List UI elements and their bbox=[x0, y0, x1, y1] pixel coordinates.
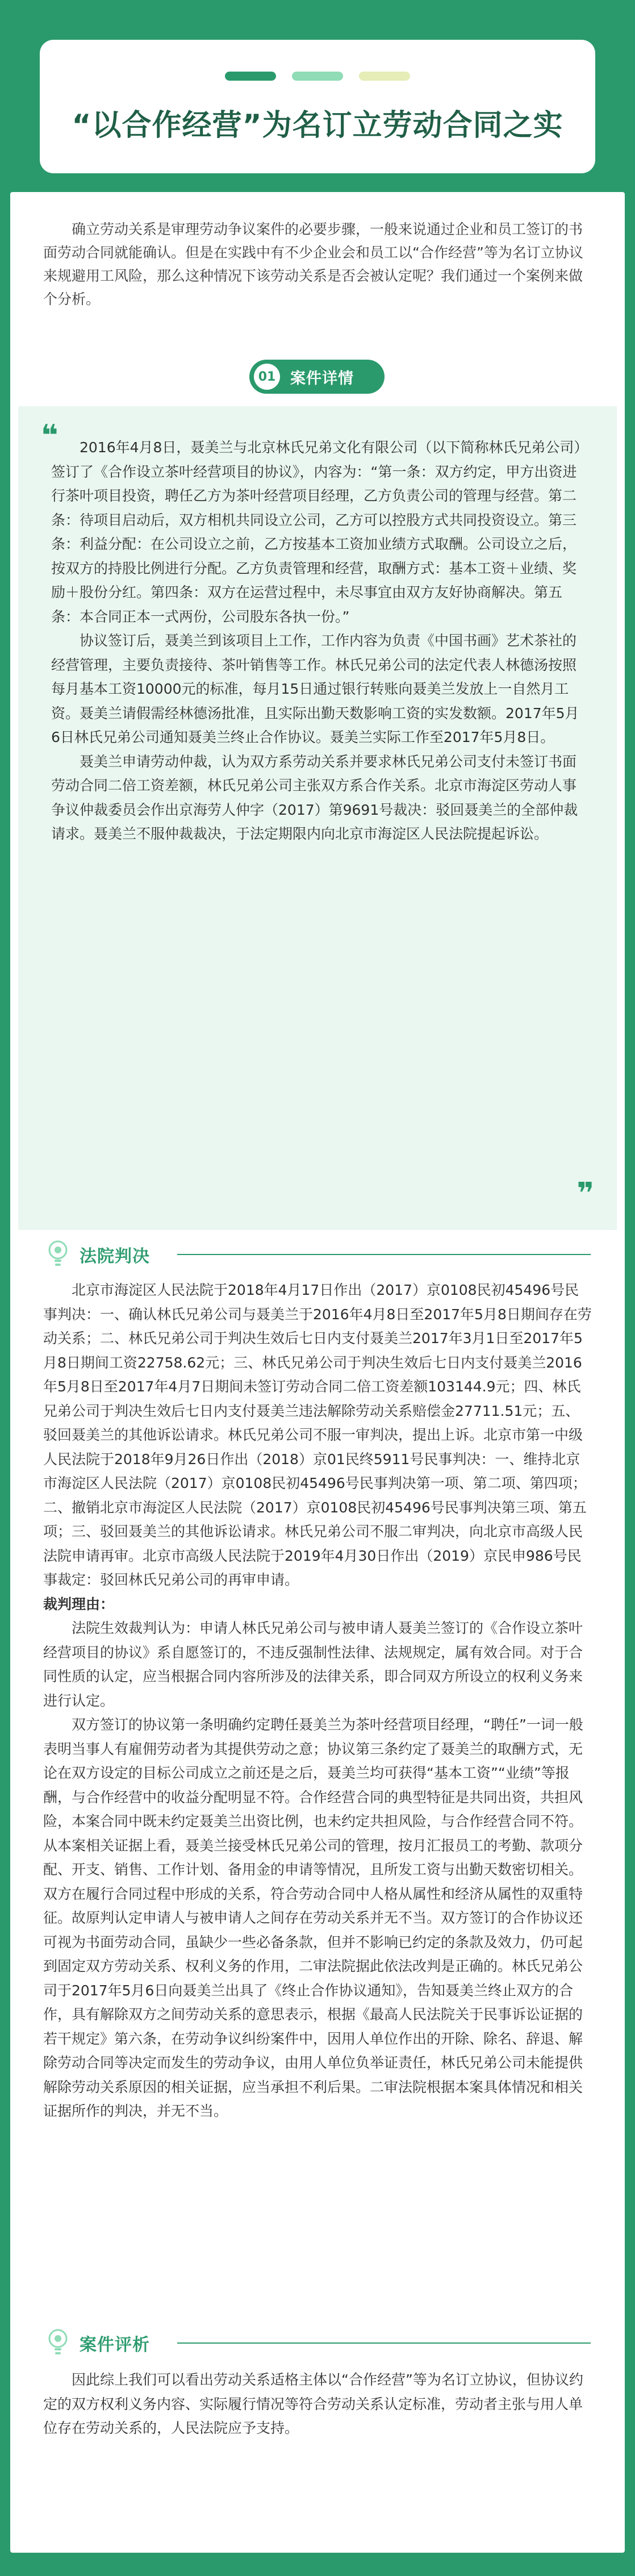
section-number-badge: 01 bbox=[254, 364, 280, 390]
case-paragraph: 2016年4月8日，聂美兰与北京林氏兄弟文化有限公司（以下简称林氏兄弟公司）签订了《合作设立茶叶经营项目的协议》，内容为：“第一条：双方约定，甲方出资进行茶叶项目投资，聘任乙方为茶叶经营项目经理，乙方负责公司的管理与经营。第二条：待项目启动后，双方相机共同设立公司，乙方可以控股方式共同投资设立。第三条：利益分配：在公司设立之前，乙方按基本工资加业绩方式取酬。公司设立之后，按双方的持股比例进行分配。乙方负责管理和经营，取酬方式：基本工资＋业绩、奖励＋股份分红。第四条：双方在运营过程中，未尽事宜由双方友好协商解决。第五条：本合同正本一式两份，公司股东各执一份。” bbox=[51, 439, 581, 625]
reason-paragraph: 法院生效裁判认为：申请人林氏兄弟公司与被申请人聂美兰签订的《合作设立茶叶经营项目的协议》系自愿签订的，不违反强制性法律、法规规定，属有效合同。对于合同性质的认定，应当根据合同内容所涉及的法律关系，即合同双方所设立的权利义务来进行认定。 bbox=[43, 1620, 583, 1709]
divider bbox=[177, 2342, 591, 2344]
case-body bbox=[51, 436, 584, 847]
divider bbox=[177, 1254, 591, 1255]
case-paragraph: 聂美兰申请劳动仲裁，认为双方系劳动关系并要求林氏兄弟公司支付未签订书面劳动合同二倍工资差额，林氏兄弟公司主张双方系合作关系。北京市海淀区劳动人事争议仲裁委员会作出京海劳人仲字（2017）第9691号裁决：驳回聂美兰的全部仲裁请求。聂美兰不服仲裁裁决，于法定期限内向北京市海淀区人民法院提起诉讼。 bbox=[51, 753, 578, 842]
reason-paragraph: 双方签订的协议第一条明确约定聘任聂美兰为茶叶经营项目经理，“聘任”一词一般表明当事人有雇佣劳动者为其提供劳动之意；协议第三条约定了聂美兰的取酬方式，无论在双方设定的目标公司成立之前还是之后，聂美兰均可获得“基本工资”“业绩”等报酬，与合作经营中的收益分配明显不符。合作经营合同的典型特征是共同出资，共担风险，本案合同中既未约定聂美兰出资比例，也未约定共担风险，与合作经营合同不符。从本案相关证据上看，聂美兰接受林氏兄弟公司的管理，按月汇报员工的考勤、款项分配、开支、销售、工作计划、备用金的申请等情况，且所发工资与出勤天数密切相关。双方在履行合同过程中形成的关系，符合劳动合同中人格从属性和经济从属性的双重特征。故原判认定申请人与被申请人之间存在劳动关系并无不当。双方签订的合作协议还可视为书面劳动合同，虽缺少一些必备条款，但并不影响已约定的条款及效力，仍可起到固定双方劳动关系、权利义务的作用，二审法院据此依法改判是正确的。林氏兄弟公司于2017年5月6日向聂美兰出具了《终止合作协议通知》，告知聂美兰终止双方的合作，具有解除双方之间劳动关系的意思表示，根据《最高人民法院关于民事诉讼证据的若干规定》第六条，在劳动争议纠纷案件中，因用人单位作出的开除、除名、辞退、解除劳动合同等决定而发生的劳动争议，由用人单位负举证责任，林氏兄弟公司未能提供解除劳动关系原因的相关证据，应当承担不利后果。二审法院根据本案具体情况和相关证据所作的判决，并无不当。 bbox=[43, 1716, 583, 2119]
evaluation-paragraph: 因此综上我们可以看出劳动关系适格主体以“合作经营”等为名订立协议，但协议约定的双方权利义务内容、实际履行情况等符合劳动关系认定标准，劳动者主张与用人单位存在劳动关系的，人民法院应予支持。 bbox=[43, 2371, 583, 2436]
case-details-box bbox=[18, 406, 617, 1230]
judgment-heading bbox=[45, 1239, 591, 1270]
evaluation-title: 案件评析 bbox=[80, 2335, 150, 2355]
title-card bbox=[40, 40, 595, 173]
decor-bar-mint bbox=[292, 72, 343, 81]
content-panel bbox=[10, 192, 625, 2553]
quote-open-icon: ❝ bbox=[41, 419, 59, 453]
evaluation-body bbox=[43, 2368, 592, 2441]
section-label: 案件详情 bbox=[290, 369, 354, 387]
page-title: “以合作经营”为名订立劳动合同之实 bbox=[72, 109, 563, 143]
intro-paragraph: 确立劳动关系是审理劳动争议案件的必要步骤，一般来说通过企业和员工签订的书面劳动合同就能确认。但是在实践中有不少企业会和员工以“合作经营”等为名订立协议来规避用工风险，那么这种情况下该劳动关系是否会被认定呢？我们通过一个案例来做个分析。 bbox=[43, 221, 583, 307]
lightbulb-icon bbox=[45, 1239, 74, 1270]
case-paragraph: 协议签订后，聂美兰到该项目上工作，工作内容为负责《中国书画》艺术茶社的经营管理，主要负责接待、茶叶销售等工作。林氏兄弟公司的法定代表人林德汤按照每月基本工资10000元的标准，每月15日通过银行转账向聂美兰发放上一自然月工资。聂美兰请假需经林德汤批准，且实际出勤天数影响工资的实发数额。2017年5月6日林氏兄弟公司通知聂美兰终止合作协议。聂美兰实际工作至2017年5月8日。 bbox=[51, 632, 579, 745]
judgment-body bbox=[43, 1278, 592, 2124]
section-case-details-header bbox=[249, 360, 385, 394]
judgment-title: 法院判决 bbox=[80, 1247, 150, 1266]
evaluation-heading bbox=[45, 2327, 591, 2359]
decor-bar-green bbox=[225, 72, 276, 81]
lightbulb-icon bbox=[45, 2327, 74, 2359]
decor-bar-pale bbox=[359, 72, 410, 81]
judgment-paragraph: 北京市海淀区人民法院于2018年4月17日作出（2017）京0108民初45496号民事判决：一、确认林氏兄弟公司与聂美兰于2016年4月8日至2017年5月8日期间存在劳动关系；二、林氏兄弟公司于判决生效后七日内支付聂美兰2017年3月1日至2017年5月8日期间工资22758.62元；三、林氏兄弟公司于判决生效后七日内支付聂美兰2016年5月8日至2017年4月7日期间未签订劳动合同二倍工资差额103144.9元；四、林氏兄弟公司于判决生效后七日内支付聂美兰违法解除劳动关系赔偿金27711.51元；五、驳回聂美兰的其他诉讼请求。林氏兄弟公司不服一审判决，提出上诉。北京市第一中级人民法院于2018年9月26日作出（2018）京01民终5911号民事判决：一、维持北京市海淀区人民法院（2017）京0108民初45496号民事判决第一项、第二项、第四项；二、撤销北京市海淀区人民法院（2017）京0108民初45496号民事判决第三项、第五项；三、驳回聂美兰的其他诉讼请求。林氏兄弟公司不服二审判决，向北京市高级人民法院申请再审。北京市高级人民法院于2019年4月30日作出（2019）京民申986号民事裁定：驳回林氏兄弟公司的再审申请。 bbox=[43, 1282, 592, 1588]
reason-label: 裁判理由： bbox=[43, 1595, 115, 1612]
quote-close-icon: ❞ bbox=[576, 1177, 594, 1211]
decor-bars bbox=[40, 72, 595, 81]
